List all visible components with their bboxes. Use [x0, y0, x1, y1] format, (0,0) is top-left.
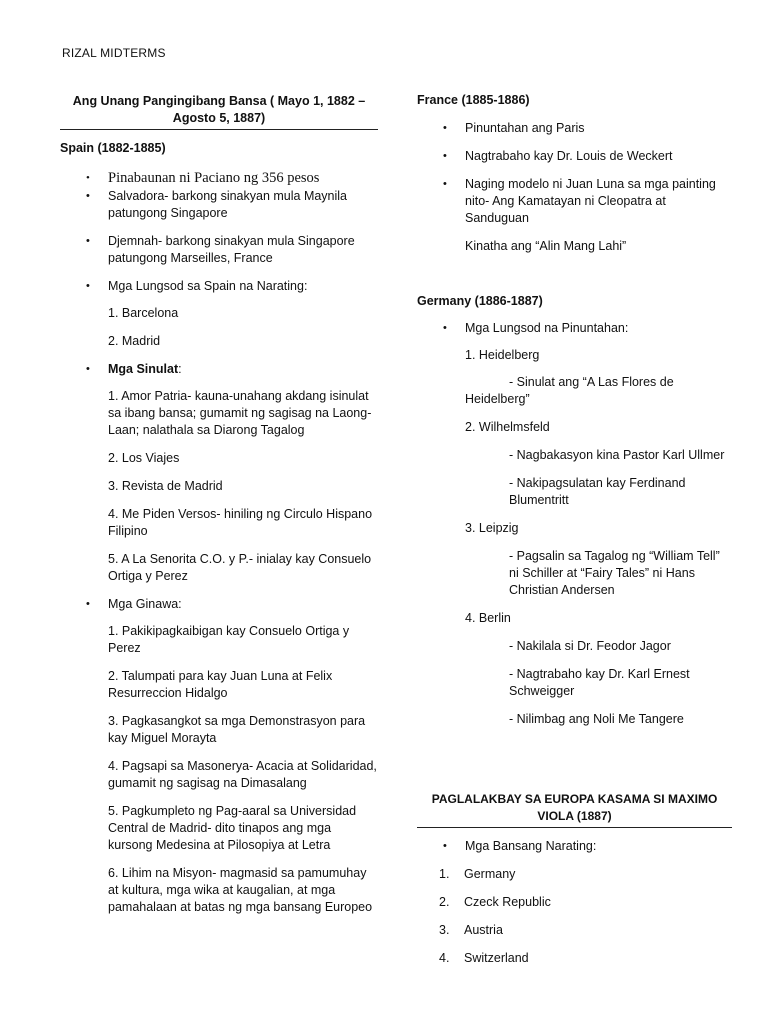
city-note: - Nilimbag ang Noli Me Tangere [509, 712, 684, 726]
city-item: 1. Heidelberg [465, 348, 540, 362]
left-column [60, 93, 378, 916]
item-text: Djemnah- barkong sinakyan mula Singapore patungong Marseilles, France [108, 234, 355, 265]
bullet-icon: • [86, 190, 90, 202]
list-item [417, 148, 732, 165]
country-number: 4. [439, 951, 450, 965]
sinulat-item: 2. Los Viajes [108, 451, 180, 465]
city-note: - Nagbakasyon kina Pastor Karl Ullmer [509, 448, 725, 462]
list-item [417, 838, 732, 855]
page-header: RIZAL MIDTERMS [62, 46, 166, 60]
item-text: Nagtrabaho kay Dr. Louis de Weckert [465, 149, 673, 163]
ginawa-item: 1. Pakikipagkaibigan kay Consuelo Ortiga y Perez [108, 624, 350, 655]
right-column [417, 92, 732, 967]
sinulat-colon: : [178, 362, 182, 376]
ginawa-item: 6. Lihim na Misyon- magmasid sa pamumuhay at kultura, mga wika at kaugalian, at mga pamahalaan at batas ng mga bansang Europeo [108, 866, 373, 914]
country-name: Czeck Republic [464, 895, 551, 909]
france-heading: France (1885-1886) [417, 93, 530, 107]
country-number: 2. [439, 895, 450, 909]
bullet-icon: • [86, 235, 90, 247]
city-note: - Sinulat ang “A Las Flores de Heidelberg” [465, 375, 674, 406]
list-item [417, 320, 732, 337]
item-text: Mga Bansang Narating: [465, 839, 597, 853]
bullet-icon: • [443, 840, 447, 852]
bullet-icon: • [86, 172, 90, 184]
city-note: - Nakilala si Dr. Feodor Jagor [509, 639, 671, 653]
country-name: Switzerland [464, 951, 529, 965]
city-item: 2. Madrid [108, 334, 161, 348]
item-text: Mga Lungsod na Pinuntahan: [465, 321, 629, 335]
list-item [60, 596, 378, 613]
item-text: Pinabaunan ni Paciano ng 356 pesos [108, 170, 320, 186]
viola-title: PAGLALAKBAY SA EUROPA KASAMA SI MAXIMO VIOLA (1887) [431, 792, 718, 823]
country-name: Austria [464, 923, 503, 937]
country-number: 1. [439, 867, 450, 881]
item-text: Salvadora- barkong sinakyan mula Maynila patungong Singapore [108, 189, 348, 220]
city-item: 4. Berlin [465, 611, 511, 625]
list-item [417, 176, 732, 227]
item-text: Pinuntahan ang Paris [465, 121, 585, 135]
list-item [60, 361, 378, 378]
sinulat-item: 1. Amor Patria- kauna-unahang akdang isinulat sa ibang bansa; gumamit ng sagisag na Laong-Laan; nalathala sa Diarong Tagalog [108, 389, 372, 437]
country-number: 3. [439, 923, 450, 937]
item-text: Naging modelo ni Juan Luna sa mga painting nito- Ang Kamatayan ni Cleopatra at Sanduguan [465, 177, 716, 225]
list-item [417, 120, 732, 137]
country-name: Germany [464, 867, 516, 881]
list-item [60, 170, 378, 187]
bullet-icon: • [443, 122, 447, 134]
sinulat-label: Mga Sinulat [108, 362, 179, 376]
list-item [60, 278, 378, 295]
bullet-icon: • [443, 322, 447, 334]
spain-heading: Spain (1882-1885) [60, 141, 166, 155]
country-item [417, 922, 732, 939]
sinulat-item: 4. Me Piden Versos- hiniling ng Circulo Hispano Filipino [108, 507, 373, 538]
ginawa-item: 3. Pagkasangkot sa mga Demonstrasyon para kay Miguel Morayta [108, 714, 366, 745]
city-item: 1. Barcelona [108, 306, 179, 320]
title-divider [60, 129, 378, 130]
city-item: 3. Leipzig [465, 521, 519, 535]
sinulat-item: 3. Revista de Madrid [108, 479, 223, 493]
bullet-icon: • [86, 598, 90, 610]
viola-divider [417, 827, 732, 828]
city-note: - Pagsalin sa Tagalog ng “William Tell” ni Schiller at “Fairy Tales” ni Hans Christian Andersen [509, 549, 720, 597]
list-item [60, 188, 378, 222]
germany-heading: Germany (1886-1887) [417, 294, 543, 308]
item-text: Mga Ginawa: [108, 597, 182, 611]
list-item [60, 233, 378, 267]
kinatha-text: Kinatha ang “Alin Mang Lahi” [465, 239, 627, 253]
country-item [417, 866, 732, 883]
bullet-icon: • [443, 178, 447, 190]
bullet-icon: • [86, 280, 90, 292]
city-note: - Nakipagsulatan kay Ferdinand Blumentritt [509, 476, 686, 507]
bullet-icon: • [86, 363, 90, 375]
ginawa-item: 5. Pagkumpleto ng Pag-aaral sa Universidad Central de Madrid- dito tinapos ang mga kursong Medesina at Pilosopiya at Letra [108, 804, 357, 852]
ginawa-item: 2. Talumpati para kay Juan Luna at Felix Resurreccion Hidalgo [108, 669, 333, 700]
item-text: Mga Lungsod sa Spain na Narating: [108, 279, 308, 293]
sinulat-item: 5. A La Senorita C.O. y P.- inialay kay Consuelo Ortiga y Perez [108, 552, 372, 583]
bullet-icon: • [443, 150, 447, 162]
ginawa-item: 4. Pagsapi sa Masonerya- Acacia at Solidaridad, gumamit ng sagisag na Dimasalang [108, 759, 377, 790]
city-item: 2. Wilhelmsfeld [465, 420, 550, 434]
country-item [417, 894, 732, 911]
city-note: - Nagtrabaho kay Dr. Karl Ernest Schweigger [509, 667, 690, 698]
country-item [417, 950, 732, 967]
section-title: Ang Unang Pangingibang Bansa ( Mayo 1, 1882 – Agosto 5, 1887) [72, 94, 366, 125]
